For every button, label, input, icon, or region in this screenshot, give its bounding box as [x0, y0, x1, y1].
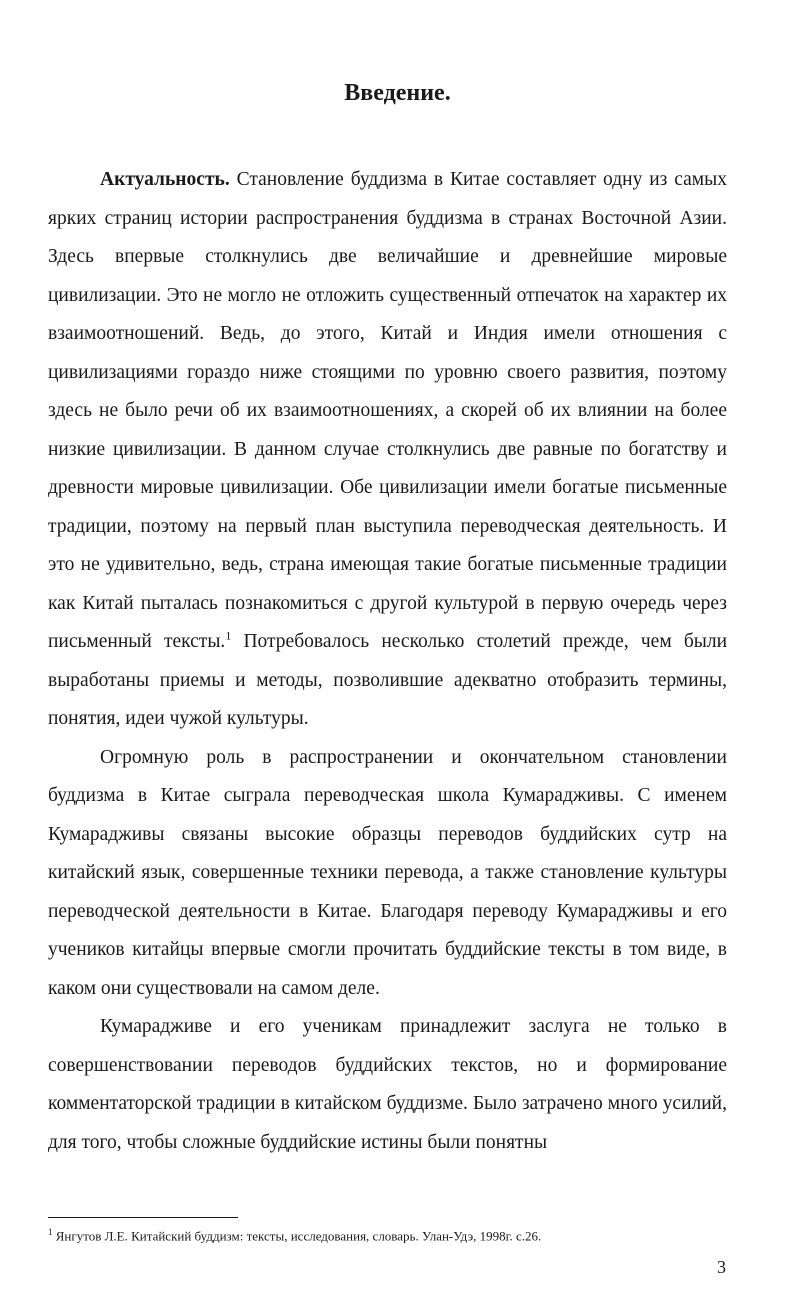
- page-number: 3: [717, 1257, 726, 1277]
- paragraph-1: [48, 161, 727, 739]
- body-text: [48, 161, 727, 1162]
- footnote-text: Янгутов Л.Е. Китайский буддизм: тексты, исследования, словарь. Улан-Удэ, 1998г. с.26.: [52, 1228, 542, 1244]
- paragraph-lead-heading: Актуальность.: [100, 169, 230, 190]
- paragraph-1-text: Становление буддизма в Китае составляет одну из самых ярких страниц истории распространения буддизма в странах Восточной Азии. Здесь впервые столкнулись две величайшие и древнейшие мировые цивилизации. Это не могло не отложить существенный отпечаток на характер их взаимоотношений. Ведь, до этого, Китай и Индия имели отношения с цивилизациями гораздо ниже стоящими по уровню своего развития, поэтому здесь не было речи об их взаимоотношениях, а скорей об их влиянии на более низкие цивилизации. В данном случае столкнулись две равные по богатству и древности мировые цивилизации. Обе цивилизации имели богатые письменные традиции, поэтому на первый план выступила переводческая деятельность. И это не удивительно, ведь, страна имеющая такие богатые письменные традиции как Китай пыталась познакомиться с другой культурой в первую очередь через письменный тексты.: [48, 169, 727, 652]
- footnote-divider: [48, 1217, 238, 1218]
- footnote-reference[interactable]: 1: [225, 628, 232, 643]
- paragraph-1-text-continued: Потребовалось несколько столетий прежде, чем были выработаны приемы и методы, позволившие адекватно отобразить термины, понятия, идеи чужой культуры.: [48, 631, 728, 729]
- footnote: [48, 1223, 727, 1245]
- paragraph-2: Огромную роль в распространении и окончательном становлении буддизма в Китае сыграла переводческая школа Кумарадживы. С именем Кумарадживы связаны высокие образцы переводов буддийских сутр на китайский язык, совершенные техники перевода, а также становление культуры переводческой деятельности в Китае. Благодаря переводу Кумарадживы и его учеников китайцы впервые смогли прочитать буддийские тексты в том виде, в каком они существовали на самом деле.: [48, 746, 727, 999]
- page-title: Введение.: [344, 80, 451, 106]
- paragraph-3: Кумарадживе и его ученикам принадлежит заслуга не только в совершенствовании переводов буддийских текстов, но и формирование комментаторской традиции в китайском буддизме. Было затрачено много усилий, для того, чтобы сложные буддийские истины были понятны: [48, 1016, 727, 1153]
- footnote-marker: 1: [48, 1227, 53, 1237]
